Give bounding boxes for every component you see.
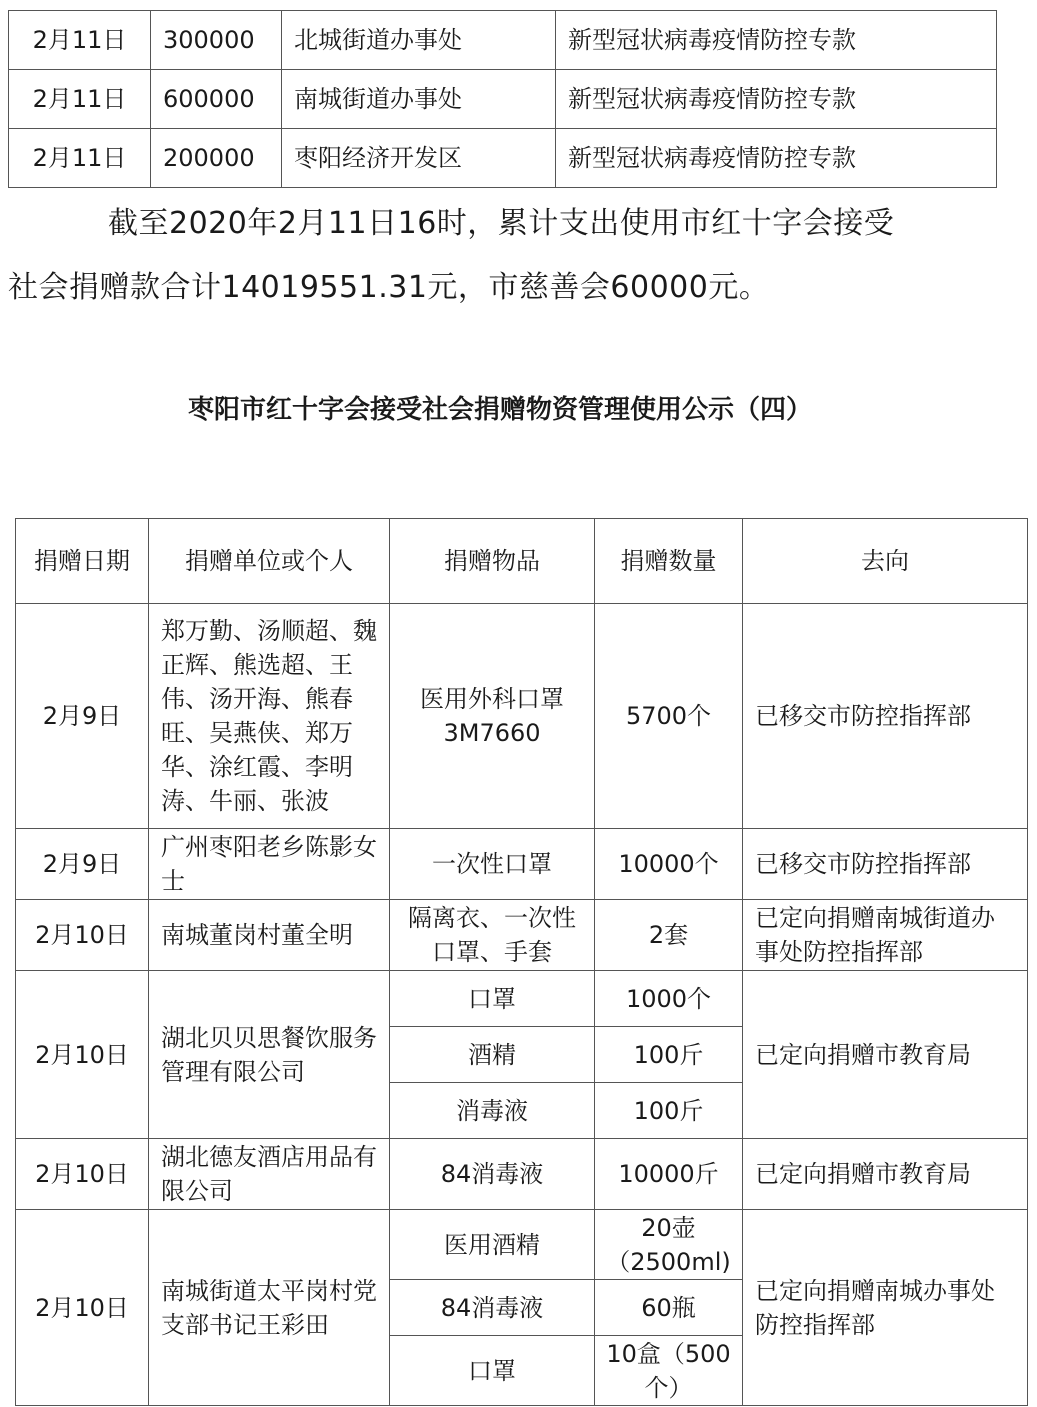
item-cell: 医用酒精 xyxy=(390,1210,595,1280)
destination-cell: 已移交市防控指挥部 xyxy=(743,829,1028,900)
purpose-cell: 新型冠状病毒疫情防控专款 xyxy=(556,129,997,188)
amount-cell: 600000 xyxy=(151,70,282,129)
table-row xyxy=(16,604,1028,829)
donor-cell: 南城街道太平岗村党支部书记王彩田 xyxy=(149,1210,390,1406)
destination-cell: 已定向捐赠南城街道办事处防控指挥部 xyxy=(743,900,1028,971)
table-row xyxy=(16,971,1028,1027)
summary-line-2: 社会捐赠款合计14019551.31元，市慈善会60000元。 xyxy=(8,270,770,305)
recipient-cell: 北城街道办事处 xyxy=(282,11,556,70)
quantity-cell: 100斤 xyxy=(595,1083,743,1139)
recipient-cell: 枣阳经济开发区 xyxy=(282,129,556,188)
item-cell: 一次性口罩 xyxy=(390,829,595,900)
date-cell: 2月11日 xyxy=(9,11,151,70)
header-destination: 去向 xyxy=(743,519,1028,604)
date-cell: 2月9日 xyxy=(16,829,149,900)
header-item: 捐赠物品 xyxy=(390,519,595,604)
donor-cell: 南城董岗村董全明 xyxy=(149,900,390,971)
donor-cell: 郑万勤、汤顺超、魏正辉、熊选超、王伟、汤开海、熊春旺、吴燕侠、郑万华、涂红霞、李明涛、牛丽、张波 xyxy=(149,604,390,829)
header-row xyxy=(16,519,1028,604)
item-cell: 84消毒液 xyxy=(390,1280,595,1336)
date-cell: 2月11日 xyxy=(9,70,151,129)
purpose-cell: 新型冠状病毒疫情防控专款 xyxy=(556,11,997,70)
date-cell: 2月11日 xyxy=(9,129,151,188)
item-cell: 医用外科口罩3M7660 xyxy=(390,604,595,829)
destination-cell: 已移交市防控指挥部 xyxy=(743,604,1028,829)
quantity-cell: 20壶（2500ml) xyxy=(595,1210,743,1280)
table-row xyxy=(9,129,997,188)
table-row xyxy=(16,829,1028,900)
donor-cell: 广州枣阳老乡陈影女士 xyxy=(149,829,390,900)
quantity-cell: 5700个 xyxy=(595,604,743,829)
amount-cell: 200000 xyxy=(151,129,282,188)
item-cell: 口罩 xyxy=(390,971,595,1027)
section-title: 枣阳市红十字会接受社会捐赠物资管理使用公示（四） xyxy=(187,395,812,425)
item-cell: 84消毒液 xyxy=(390,1139,595,1210)
item-cell: 消毒液 xyxy=(390,1083,595,1139)
header-donor: 捐赠单位或个人 xyxy=(149,519,390,604)
purpose-cell: 新型冠状病毒疫情防控专款 xyxy=(556,70,997,129)
date-cell: 2月10日 xyxy=(16,900,149,971)
quantity-cell: 100斤 xyxy=(595,1027,743,1083)
donor-cell: 湖北德友酒店用品有限公司 xyxy=(149,1139,390,1210)
quantity-cell: 2套 xyxy=(595,900,743,971)
donation-table xyxy=(15,518,1028,1406)
header-quantity: 捐赠数量 xyxy=(595,519,743,604)
quantity-cell: 10盒（500个） xyxy=(595,1336,743,1406)
table-row xyxy=(16,900,1028,971)
date-cell: 2月10日 xyxy=(16,971,149,1139)
table-row xyxy=(16,1139,1028,1210)
expenditure-table xyxy=(8,10,997,188)
header-date: 捐赠日期 xyxy=(16,519,149,604)
summary-line-1: 截至2020年2月11日16时，累计支出使用市红十字会接受 xyxy=(108,206,895,241)
quantity-cell: 10000个 xyxy=(595,829,743,900)
destination-cell: 已定向捐赠市教育局 xyxy=(743,971,1028,1139)
recipient-cell: 南城街道办事处 xyxy=(282,70,556,129)
item-cell: 酒精 xyxy=(390,1027,595,1083)
table-row xyxy=(16,1210,1028,1280)
donor-cell: 湖北贝贝思餐饮服务管理有限公司 xyxy=(149,971,390,1139)
date-cell: 2月10日 xyxy=(16,1210,149,1406)
item-cell: 隔离衣、一次性口罩、手套 xyxy=(390,900,595,971)
table-row xyxy=(9,70,997,129)
amount-cell: 300000 xyxy=(151,11,282,70)
quantity-cell: 10000斤 xyxy=(595,1139,743,1210)
destination-cell: 已定向捐赠市教育局 xyxy=(743,1139,1028,1210)
quantity-cell: 1000个 xyxy=(595,971,743,1027)
date-cell: 2月9日 xyxy=(16,604,149,829)
quantity-cell: 60瓶 xyxy=(595,1280,743,1336)
item-cell: 口罩 xyxy=(390,1336,595,1406)
table-row xyxy=(9,11,997,70)
destination-cell: 已定向捐赠南城办事处防控指挥部 xyxy=(743,1210,1028,1406)
date-cell: 2月10日 xyxy=(16,1139,149,1210)
